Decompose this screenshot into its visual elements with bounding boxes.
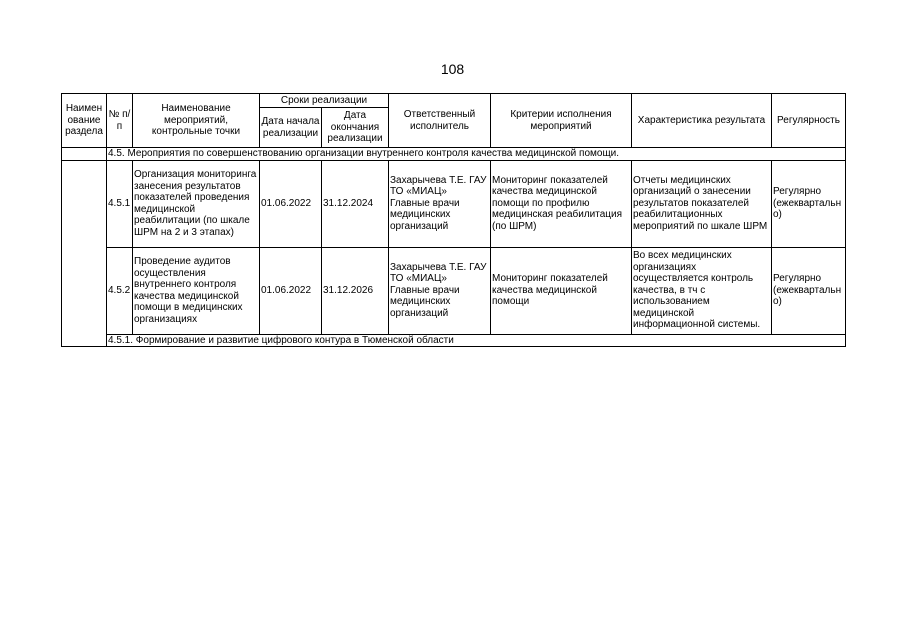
row-criteria: Мониторинг показателей качества медицинской помощи по профилю медицинская реабилитация (по ШРМ): [491, 160, 632, 247]
table-row: [62, 160, 846, 247]
header-result: Характеристика результата: [632, 94, 772, 148]
row-start: 01.06.2022: [260, 160, 322, 247]
footer-title: 4.5.1. Формирование и развитие цифрового контура в Тюменской области: [107, 334, 846, 347]
header-regularity: Регулярность: [772, 94, 846, 148]
section-title-row: [62, 148, 846, 161]
row-start: 01.06.2022: [260, 247, 322, 334]
section-title: 4.5. Мероприятия по совершенствованию организации внутреннего контроля качества медицинской помощи.: [107, 148, 846, 161]
header-num: № п/п: [107, 94, 133, 148]
header-section: Наимен ование раздела: [62, 94, 107, 148]
footer-title-row: [62, 334, 846, 347]
row-num: 4.5.2: [107, 247, 133, 334]
row-regularity: Регулярно (ежеквартально): [772, 160, 846, 247]
section-column-empty: [62, 160, 107, 347]
activity-plan-table: [61, 93, 846, 347]
row-result: Отчеты медицинских организаций о занесении результатов показателей реабилитационных мероприятий по шкале ШРМ: [632, 160, 772, 247]
row-result: Во всех медицинских организациях осуществляется контроль качества, в тч с использованием медицинской информационной системы.: [632, 247, 772, 334]
section-cell-empty: [62, 148, 107, 161]
row-responsible: Захарычева Т.Е. ГАУ ТО «МИАЦ» Главные врачи медицинских организаций: [389, 160, 491, 247]
row-end: 31.12.2024: [322, 160, 389, 247]
row-regularity: Регулярно (ежеквартально): [772, 247, 846, 334]
header-responsible: Ответственный исполнитель: [389, 94, 491, 148]
header-start: Дата начала реализации: [260, 108, 322, 148]
table-row: [62, 247, 846, 334]
header-criteria: Критерии исполнения мероприятий: [491, 94, 632, 148]
row-end: 31.12.2026: [322, 247, 389, 334]
header-activity: Наименование мероприятий, контрольные точки: [133, 94, 260, 148]
row-responsible: Захарычева Т.Е. ГАУ ТО «МИАЦ» Главные врачи медицинских организаций: [389, 247, 491, 334]
header-end: Дата окончания реализации: [322, 108, 389, 148]
page-number: 108: [440, 61, 465, 77]
row-activity: Проведение аудитов осуществления внутреннего контроля качества медицинской помощи в медицинских организациях: [133, 247, 260, 334]
row-criteria: Мониторинг показателей качества медицинской помощи: [491, 247, 632, 334]
row-num: 4.5.1: [107, 160, 133, 247]
header-period: Сроки реализации: [260, 94, 389, 108]
row-activity: Организация мониторинга занесения результатов показателей проведения медицинской реабилитации (по шкале ШРМ на 2 и 3 этапах): [133, 160, 260, 247]
header-row: [62, 94, 846, 108]
